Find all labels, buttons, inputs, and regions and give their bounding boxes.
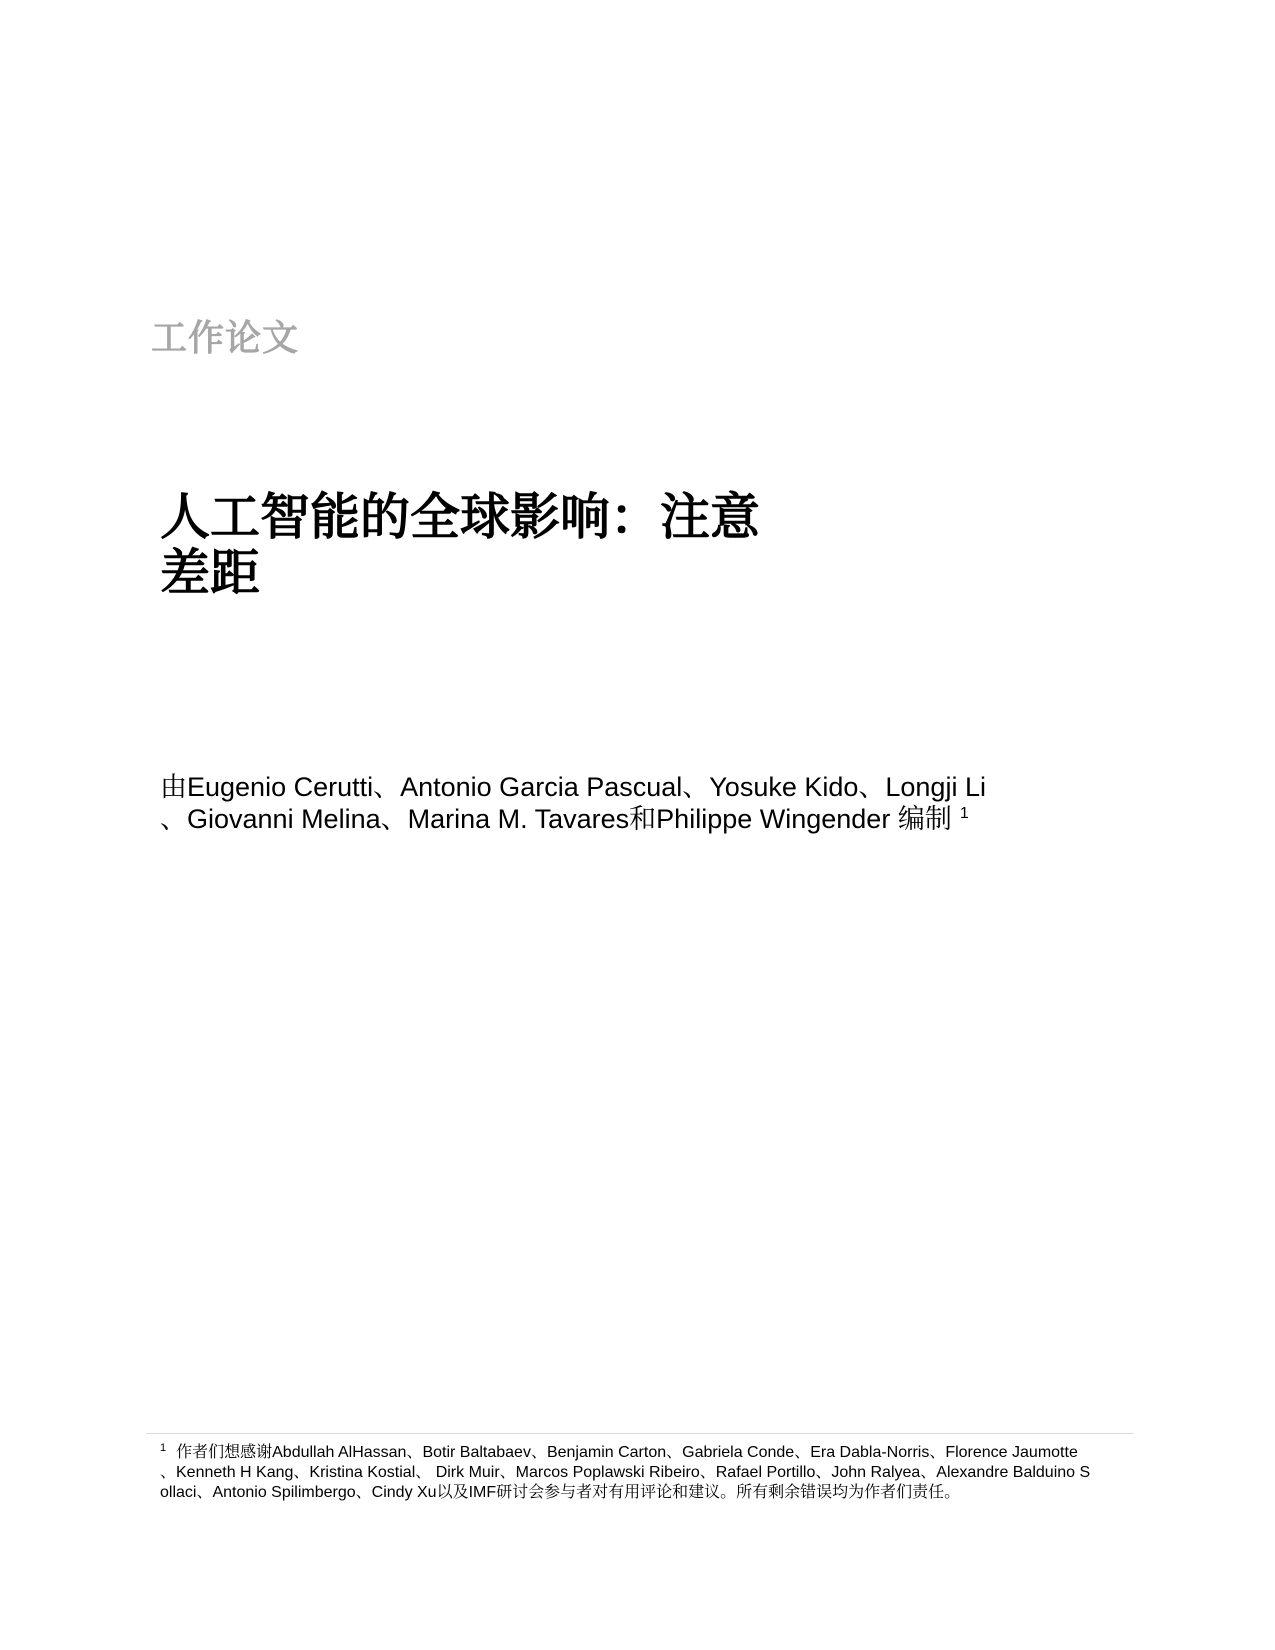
footnote-line-2: 、Kenneth H Kang、Kristina Kostial、 Dirk Muir、Marcos Poplawski Ribeiro、Rafael Portillo、John Ralyea、Alexandre Balduino S [160,1464,1091,1481]
author-line-2-text: 、Giovanni Melina、Marina M. Tavares和Philippe Wingender 编制 [160,804,952,834]
title-line-1: 人工智能的全球影响：注意 [160,489,760,545]
footnote-line-1-text: 作者们想感谢Abdullah AlHassan、Botir Baltabaev、Benjamin Carton、Gabriela Conde、Era Dabla-Norris、Florence Jaumotte [176,1444,1078,1461]
series-label: 工作论文 [151,317,300,358]
title-line-2: 差距 [160,545,260,601]
author-line-1: 由Eugenio Cerutti、Antonio Garcia Pascual、Yosuke Kido、Longji Li [160,772,986,802]
paper-title [160,489,860,601]
footnote-reference[interactable]: 1 [959,805,969,822]
footnote [160,1443,1140,1503]
author-line-2 [160,803,1080,835]
footnote-marker: 1 [160,1441,167,1454]
footnote-separator [146,1433,1133,1434]
footnote-line-1 [160,1443,1140,1463]
footnote-line-3: ollaci、Antonio Spilimbergo、Cindy Xu以及IMF研讨会参与者对有用评论和建议。所有剩余错误均为作者们责任。 [160,1484,961,1501]
author-byline [160,771,1080,835]
